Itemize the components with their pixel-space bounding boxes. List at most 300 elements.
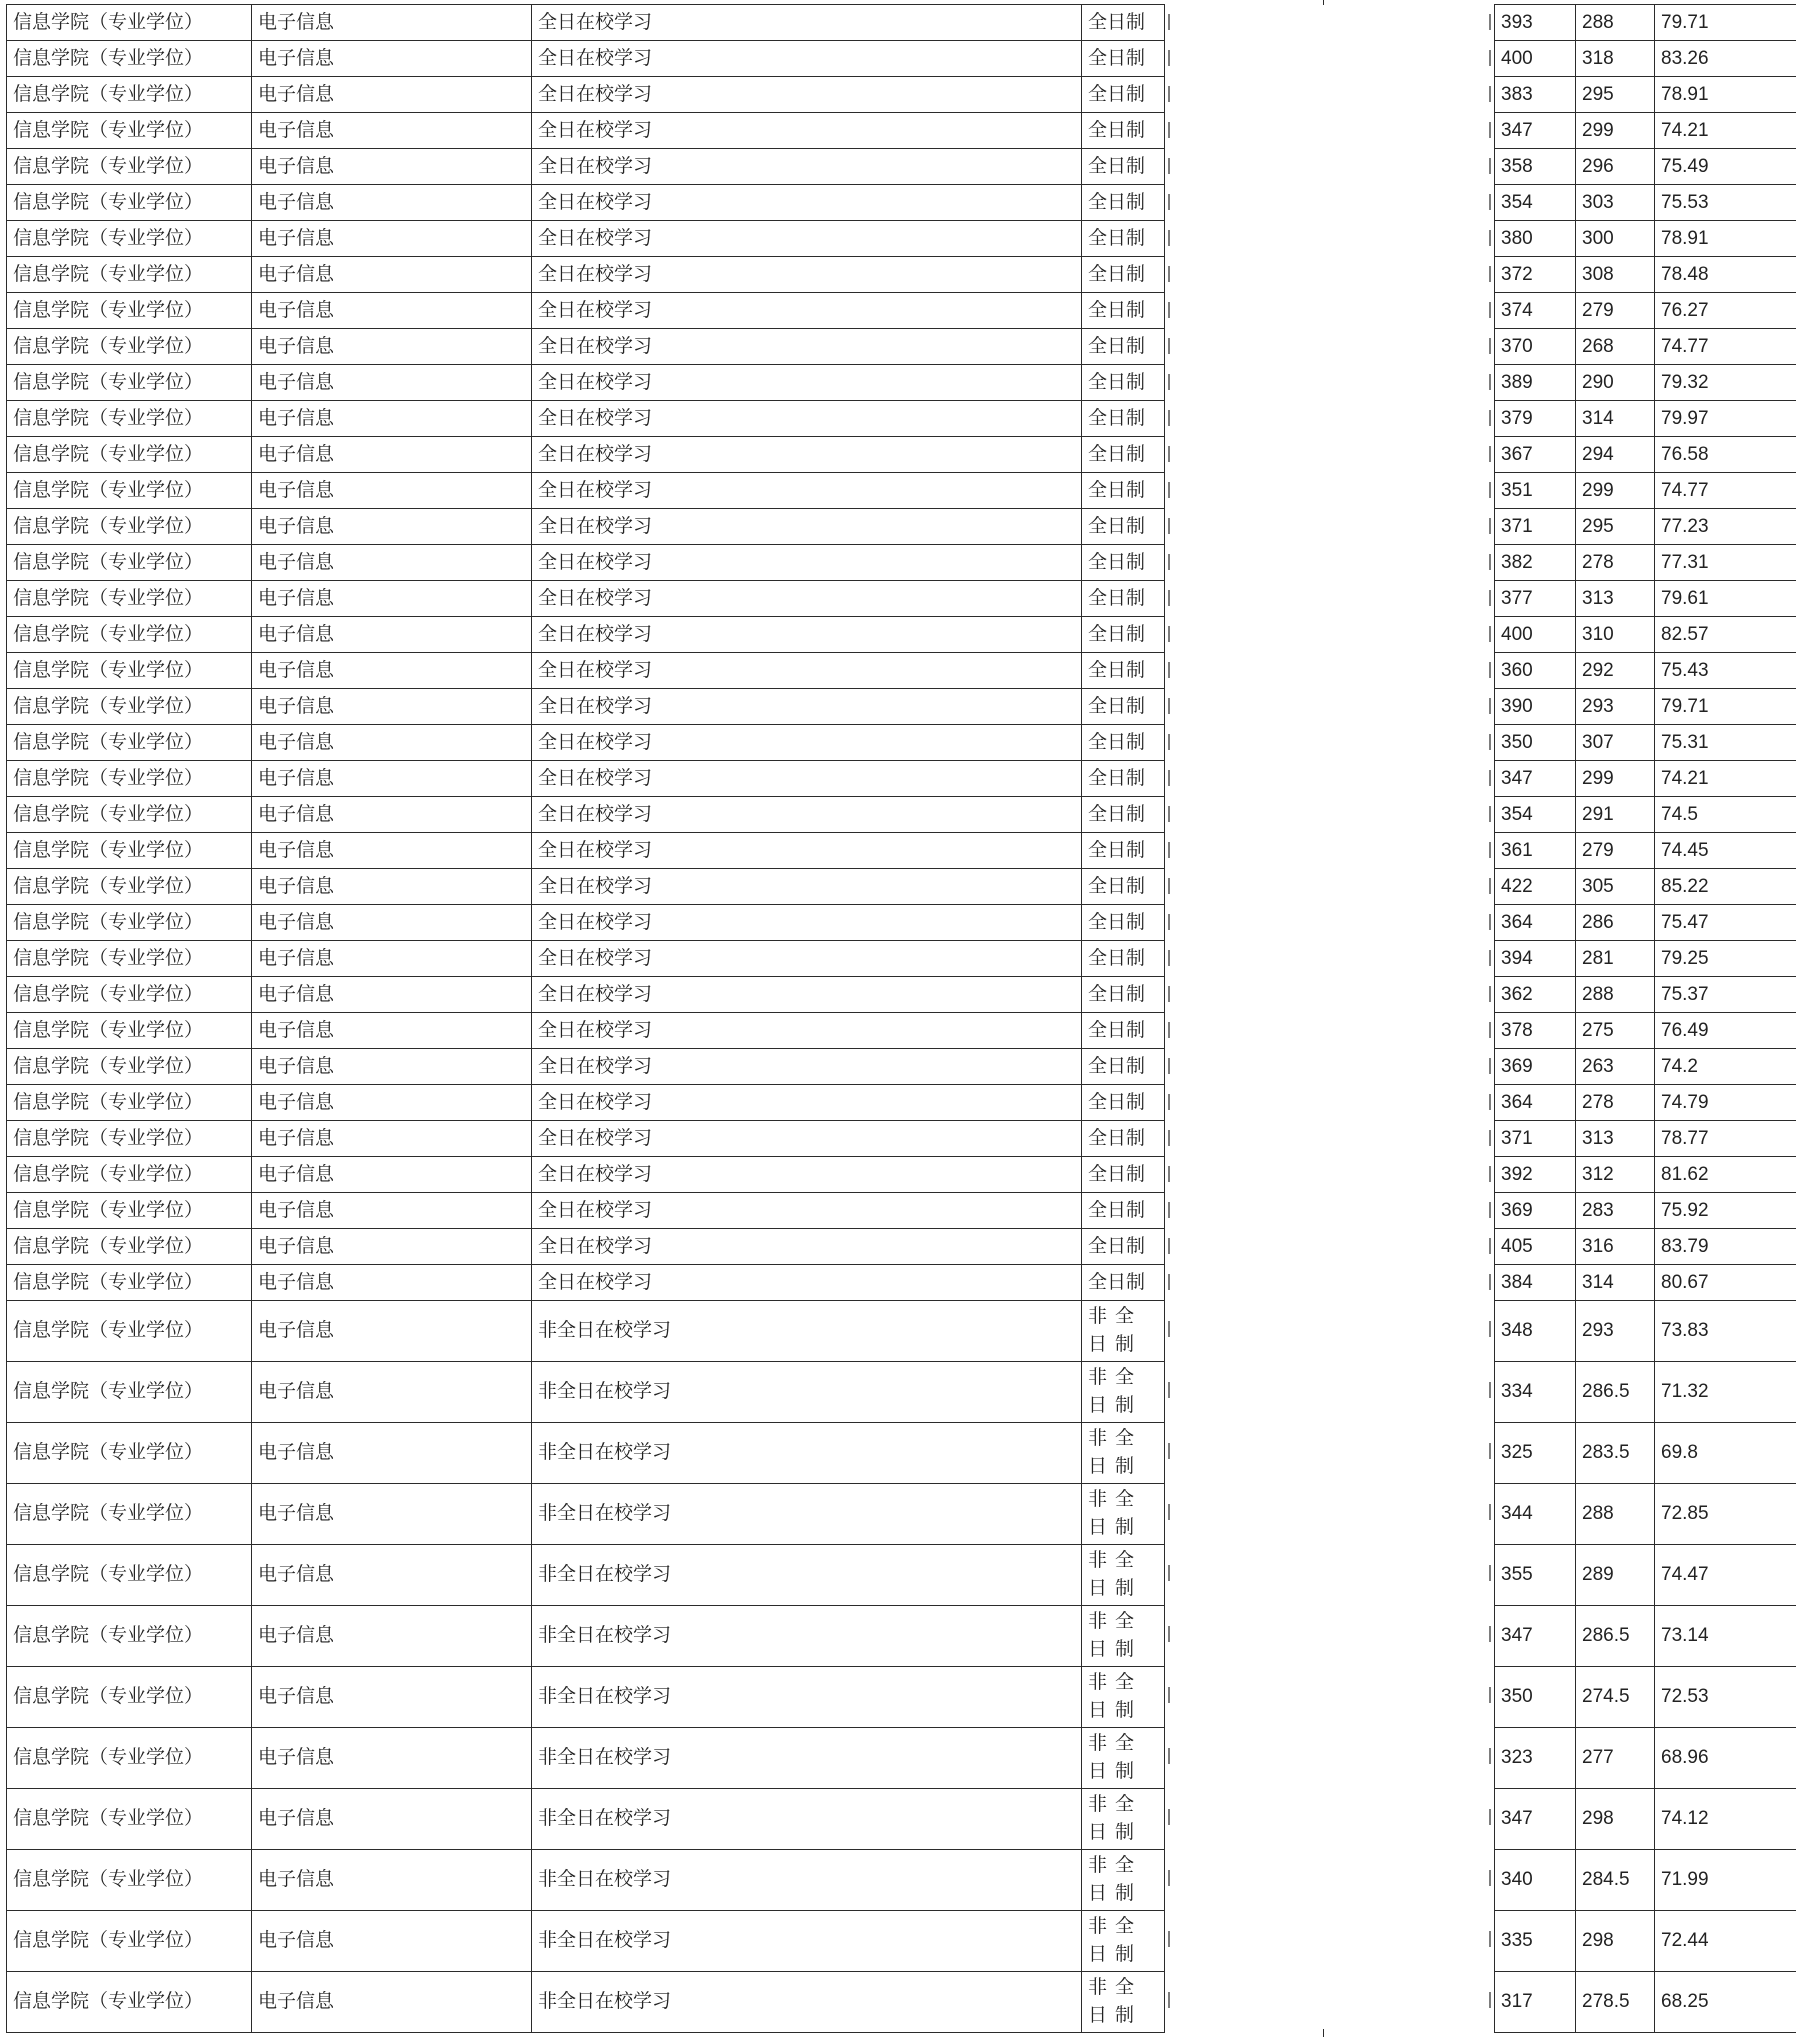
score-total-cell: 394: [1495, 941, 1576, 977]
study-type-cell: 全日在校学习: [532, 617, 1082, 653]
table-row: [7, 1728, 1796, 1789]
score-total-cell: 347: [1495, 1606, 1576, 1667]
study-mode-cell: 全日制: [1082, 905, 1165, 941]
score-total-cell: 372: [1495, 257, 1576, 293]
redaction-edge: [1168, 662, 1170, 678]
redacted-cell: [1165, 365, 1495, 401]
score-total-cell: 393: [1495, 5, 1576, 41]
score-total-cell: 380: [1495, 221, 1576, 257]
study-mode-cell: 全日制: [1082, 581, 1165, 617]
score-cell: 295: [1576, 77, 1655, 113]
college-cell: 信息学院（专业学位）: [7, 725, 252, 761]
redaction-edge: [1168, 1274, 1170, 1290]
redaction-edge: [1489, 698, 1491, 714]
major-cell: 电子信息: [252, 761, 532, 797]
table-row: [7, 905, 1796, 941]
study-mode-cell: 非全日制: [1082, 1362, 1165, 1423]
study-mode-cell: 全日制: [1082, 833, 1165, 869]
score-total-cell: 389: [1495, 365, 1576, 401]
table-row: [7, 329, 1796, 365]
score-total-cell: 347: [1495, 1789, 1576, 1850]
table-row: [7, 797, 1796, 833]
college-cell: 信息学院（专业学位）: [7, 1013, 252, 1049]
study-type-cell: 全日在校学习: [532, 725, 1082, 761]
final-score-cell: 78.48: [1655, 257, 1796, 293]
study-type-cell: 全日在校学习: [532, 1013, 1082, 1049]
study-type-cell: 全日在校学习: [532, 365, 1082, 401]
table-row: [7, 761, 1796, 797]
major-cell: 电子信息: [252, 1484, 532, 1545]
study-type-cell: 全日在校学习: [532, 833, 1082, 869]
college-cell: 信息学院（专业学位）: [7, 41, 252, 77]
redaction-edge: [1168, 842, 1170, 858]
study-mode-cell: 全日制: [1082, 977, 1165, 1013]
study-type-cell: 全日在校学习: [532, 941, 1082, 977]
study-mode-cell: 全日制: [1082, 509, 1165, 545]
final-score-cell: 76.27: [1655, 293, 1796, 329]
study-mode-cell: 全日制: [1082, 545, 1165, 581]
redaction-edge: [1168, 50, 1170, 66]
score-total-cell: 317: [1495, 1972, 1576, 2033]
study-mode-cell: 全日制: [1082, 401, 1165, 437]
college-cell: 信息学院（专业学位）: [7, 401, 252, 437]
table-row: [7, 617, 1796, 653]
study-mode-cell: 全日制: [1082, 617, 1165, 653]
study-mode-cell: 全日制: [1082, 1265, 1165, 1301]
score-cell: 288: [1576, 977, 1655, 1013]
redacted-cell: [1165, 1049, 1495, 1085]
score-cell: 288: [1576, 1484, 1655, 1545]
college-cell: 信息学院（专业学位）: [7, 545, 252, 581]
redaction-edge: [1489, 950, 1491, 966]
score-cell: 278: [1576, 1085, 1655, 1121]
study-mode-cell: 非全日制: [1082, 1606, 1165, 1667]
study-mode-cell: 全日制: [1082, 1157, 1165, 1193]
redaction-edge: [1489, 338, 1491, 354]
study-mode-cell: 全日制: [1082, 77, 1165, 113]
major-cell: 电子信息: [252, 257, 532, 293]
redacted-cell: [1165, 221, 1495, 257]
score-total-cell: 325: [1495, 1423, 1576, 1484]
redaction-edge: [1489, 770, 1491, 786]
redaction-edge: [1168, 194, 1170, 210]
redaction-edge: [1489, 1382, 1491, 1398]
score-total-cell: 344: [1495, 1484, 1576, 1545]
score-cell: 279: [1576, 833, 1655, 869]
major-cell: 电子信息: [252, 617, 532, 653]
redaction-edge: [1489, 446, 1491, 462]
redacted-cell: [1165, 329, 1495, 365]
redacted-cell: [1165, 1423, 1495, 1484]
redaction-edge: [1168, 1022, 1170, 1038]
major-cell: 电子信息: [252, 437, 532, 473]
study-mode-cell: 全日制: [1082, 653, 1165, 689]
redacted-cell: [1165, 797, 1495, 833]
redaction-edge: [1489, 734, 1491, 750]
redaction-edge: [1168, 158, 1170, 174]
college-cell: 信息学院（专业学位）: [7, 1850, 252, 1911]
final-score-cell: 74.12: [1655, 1789, 1796, 1850]
study-mode-cell: 全日制: [1082, 1013, 1165, 1049]
score-cell: 298: [1576, 1911, 1655, 1972]
major-cell: 电子信息: [252, 221, 532, 257]
major-cell: 电子信息: [252, 1157, 532, 1193]
major-cell: 电子信息: [252, 113, 532, 149]
final-score-cell: 75.37: [1655, 977, 1796, 1013]
table-row: [7, 1085, 1796, 1121]
final-score-cell: 78.91: [1655, 221, 1796, 257]
redaction-edge: [1168, 1166, 1170, 1182]
study-mode-cell: 非全日制: [1082, 1789, 1165, 1850]
redaction-edge: [1489, 482, 1491, 498]
score-total-cell: 392: [1495, 1157, 1576, 1193]
redaction-edge: [1168, 122, 1170, 138]
redaction-edge: [1489, 1687, 1491, 1703]
table-row: [7, 1013, 1796, 1049]
redacted-cell: [1165, 1362, 1495, 1423]
major-cell: 电子信息: [252, 1728, 532, 1789]
major-cell: 电子信息: [252, 1850, 532, 1911]
final-score-cell: 73.14: [1655, 1606, 1796, 1667]
score-total-cell: 377: [1495, 581, 1576, 617]
study-mode-cell: 全日制: [1082, 41, 1165, 77]
table-row: [7, 1423, 1796, 1484]
college-cell: 信息学院（专业学位）: [7, 1265, 252, 1301]
redacted-cell: [1165, 905, 1495, 941]
redaction-edge: [1168, 1809, 1170, 1825]
redaction-edge: [1489, 1094, 1491, 1110]
major-cell: 电子信息: [252, 1193, 532, 1229]
redaction-edge: [1489, 1443, 1491, 1459]
study-type-cell: 全日在校学习: [532, 1193, 1082, 1229]
score-total-cell: 374: [1495, 293, 1576, 329]
redacted-cell: [1165, 977, 1495, 1013]
final-score-cell: 74.5: [1655, 797, 1796, 833]
score-total-cell: 361: [1495, 833, 1576, 869]
score-total-cell: 323: [1495, 1728, 1576, 1789]
redacted-cell: [1165, 257, 1495, 293]
college-cell: 信息学院（专业学位）: [7, 149, 252, 185]
major-cell: 电子信息: [252, 5, 532, 41]
score-cell: 314: [1576, 1265, 1655, 1301]
score-cell: 299: [1576, 761, 1655, 797]
table-row: [7, 869, 1796, 905]
college-cell: 信息学院（专业学位）: [7, 509, 252, 545]
table-row: [7, 365, 1796, 401]
study-mode-cell: 全日制: [1082, 113, 1165, 149]
redaction-edge: [1168, 1443, 1170, 1459]
study-type-cell: 全日在校学习: [532, 509, 1082, 545]
redacted-cell: [1165, 509, 1495, 545]
major-cell: 电子信息: [252, 473, 532, 509]
score-total-cell: 383: [1495, 77, 1576, 113]
college-cell: 信息学院（专业学位）: [7, 1911, 252, 1972]
redaction-edge: [1168, 1687, 1170, 1703]
college-cell: 信息学院（专业学位）: [7, 1972, 252, 2033]
study-type-cell: 全日在校学习: [532, 437, 1082, 473]
redacted-cell: [1165, 1789, 1495, 1850]
study-type-cell: 全日在校学习: [532, 401, 1082, 437]
score-cell: 286.5: [1576, 1362, 1655, 1423]
college-cell: 信息学院（专业学位）: [7, 1049, 252, 1085]
college-cell: 信息学院（专业学位）: [7, 653, 252, 689]
major-cell: 电子信息: [252, 1545, 532, 1606]
redacted-cell: [1165, 1013, 1495, 1049]
score-total-cell: 347: [1495, 113, 1576, 149]
table-row: [7, 1362, 1796, 1423]
redaction-edge: [1489, 302, 1491, 318]
score-cell: 290: [1576, 365, 1655, 401]
college-cell: 信息学院（专业学位）: [7, 581, 252, 617]
redacted-cell: [1165, 725, 1495, 761]
table-row: [7, 5, 1796, 41]
table-row: [7, 1850, 1796, 1911]
redacted-cell: [1165, 1157, 1495, 1193]
study-type-cell: 全日在校学习: [532, 113, 1082, 149]
score-total-cell: 384: [1495, 1265, 1576, 1301]
redaction-edge: [1168, 1238, 1170, 1254]
major-cell: 电子信息: [252, 77, 532, 113]
redaction-edge: [1168, 1870, 1170, 1886]
redaction-edge: [1489, 1321, 1491, 1337]
final-score-cell: 77.23: [1655, 509, 1796, 545]
redaction-edge: [1168, 950, 1170, 966]
score-cell: 314: [1576, 401, 1655, 437]
major-cell: 电子信息: [252, 581, 532, 617]
redaction-edge: [1168, 626, 1170, 642]
major-cell: 电子信息: [252, 329, 532, 365]
college-cell: 信息学院（专业学位）: [7, 221, 252, 257]
major-cell: 电子信息: [252, 41, 532, 77]
score-cell: 263: [1576, 1049, 1655, 1085]
redaction-edge: [1489, 374, 1491, 390]
table-row: [7, 1121, 1796, 1157]
redaction-edge: [1489, 914, 1491, 930]
study-type-cell: 非全日在校学习: [532, 1667, 1082, 1728]
redacted-cell: [1165, 77, 1495, 113]
college-cell: 信息学院（专业学位）: [7, 1545, 252, 1606]
score-total-cell: 348: [1495, 1301, 1576, 1362]
study-type-cell: 全日在校学习: [532, 1265, 1082, 1301]
redaction-edge: [1168, 374, 1170, 390]
redaction-edge: [1489, 1274, 1491, 1290]
study-type-cell: 全日在校学习: [532, 1121, 1082, 1157]
score-cell: 294: [1576, 437, 1655, 473]
major-cell: 电子信息: [252, 149, 532, 185]
study-mode-cell: 全日制: [1082, 1085, 1165, 1121]
study-mode-cell: 全日制: [1082, 257, 1165, 293]
final-score-cell: 72.53: [1655, 1667, 1796, 1728]
score-cell: 305: [1576, 869, 1655, 905]
final-score-cell: 74.2: [1655, 1049, 1796, 1085]
study-type-cell: 非全日在校学习: [532, 1423, 1082, 1484]
redaction-edge: [1489, 50, 1491, 66]
redaction-edge: [1489, 986, 1491, 1002]
score-cell: 312: [1576, 1157, 1655, 1193]
score-total-cell: 371: [1495, 509, 1576, 545]
college-cell: 信息学院（专业学位）: [7, 1728, 252, 1789]
redaction-edge: [1168, 266, 1170, 282]
study-mode-cell: 全日制: [1082, 5, 1165, 41]
final-score-cell: 74.21: [1655, 113, 1796, 149]
table-row: [7, 1049, 1796, 1085]
final-score-cell: 79.25: [1655, 941, 1796, 977]
major-cell: 电子信息: [252, 869, 532, 905]
redaction-edge: [1489, 1238, 1491, 1254]
score-cell: 286: [1576, 905, 1655, 941]
redaction-edge: [1168, 338, 1170, 354]
college-cell: 信息学院（专业学位）: [7, 1789, 252, 1850]
redaction-edge: [1168, 590, 1170, 606]
college-cell: 信息学院（专业学位）: [7, 1229, 252, 1265]
redacted-cell: [1165, 761, 1495, 797]
redacted-cell: [1165, 617, 1495, 653]
score-cell: 293: [1576, 1301, 1655, 1362]
study-type-cell: 全日在校学习: [532, 329, 1082, 365]
redacted-cell: [1165, 1085, 1495, 1121]
table-row: [7, 1789, 1796, 1850]
table-row: [7, 941, 1796, 977]
study-mode-cell: 全日制: [1082, 185, 1165, 221]
score-cell: 277: [1576, 1728, 1655, 1789]
redaction-edge: [1489, 1992, 1491, 2008]
college-cell: 信息学院（专业学位）: [7, 1484, 252, 1545]
table-row: [7, 149, 1796, 185]
redaction-edge: [1168, 1321, 1170, 1337]
study-type-cell: 全日在校学习: [532, 473, 1082, 509]
redaction-edge: [1168, 986, 1170, 1002]
final-score-cell: 81.62: [1655, 1157, 1796, 1193]
major-cell: 电子信息: [252, 1301, 532, 1362]
table-row: [7, 1667, 1796, 1728]
redaction-edge: [1489, 878, 1491, 894]
score-total-cell: 369: [1495, 1193, 1576, 1229]
redaction-edge: [1489, 1058, 1491, 1074]
score-total-cell: 369: [1495, 1049, 1576, 1085]
redaction-edge: [1489, 410, 1491, 426]
college-cell: 信息学院（专业学位）: [7, 797, 252, 833]
table-row: [7, 1911, 1796, 1972]
study-type-cell: 全日在校学习: [532, 581, 1082, 617]
table-row: [7, 689, 1796, 725]
score-total-cell: 351: [1495, 473, 1576, 509]
major-cell: 电子信息: [252, 1049, 532, 1085]
study-mode-cell: 非全日制: [1082, 1484, 1165, 1545]
score-cell: 291: [1576, 797, 1655, 833]
redacted-cell: [1165, 473, 1495, 509]
study-type-cell: 非全日在校学习: [532, 1545, 1082, 1606]
redacted-cell: [1165, 1728, 1495, 1789]
redacted-cell: [1165, 1121, 1495, 1157]
final-score-cell: 72.44: [1655, 1911, 1796, 1972]
score-cell: 268: [1576, 329, 1655, 365]
redaction-edge: [1168, 1504, 1170, 1520]
final-score-cell: 78.91: [1655, 77, 1796, 113]
score-cell: 298: [1576, 1789, 1655, 1850]
score-cell: 295: [1576, 509, 1655, 545]
study-mode-cell: 全日制: [1082, 365, 1165, 401]
final-score-cell: 75.47: [1655, 905, 1796, 941]
redaction-edge: [1168, 446, 1170, 462]
score-total-cell: 390: [1495, 689, 1576, 725]
final-score-cell: 74.21: [1655, 761, 1796, 797]
college-cell: 信息学院（专业学位）: [7, 365, 252, 401]
study-type-cell: 全日在校学习: [532, 905, 1082, 941]
score-cell: 313: [1576, 1121, 1655, 1157]
college-cell: 信息学院（专业学位）: [7, 761, 252, 797]
redacted-cell: [1165, 401, 1495, 437]
redaction-edge: [1168, 878, 1170, 894]
redaction-edge: [1489, 1202, 1491, 1218]
score-cell: 296: [1576, 149, 1655, 185]
study-type-cell: 全日在校学习: [532, 41, 1082, 77]
redacted-cell: [1165, 1484, 1495, 1545]
study-mode-cell: 全日制: [1082, 473, 1165, 509]
redacted-cell: [1165, 869, 1495, 905]
study-type-cell: 全日在校学习: [532, 77, 1082, 113]
redaction-edge: [1168, 770, 1170, 786]
final-score-cell: 74.79: [1655, 1085, 1796, 1121]
study-type-cell: 全日在校学习: [532, 221, 1082, 257]
college-cell: 信息学院（专业学位）: [7, 329, 252, 365]
score-total-cell: 362: [1495, 977, 1576, 1013]
study-mode-cell: 非全日制: [1082, 1911, 1165, 1972]
study-type-cell: 全日在校学习: [532, 797, 1082, 833]
final-score-cell: 68.25: [1655, 1972, 1796, 2033]
redaction-edge: [1489, 86, 1491, 102]
score-cell: 279: [1576, 293, 1655, 329]
college-cell: 信息学院（专业学位）: [7, 1085, 252, 1121]
major-cell: 电子信息: [252, 1013, 532, 1049]
major-cell: 电子信息: [252, 545, 532, 581]
final-score-cell: 79.97: [1655, 401, 1796, 437]
score-cell: 286.5: [1576, 1606, 1655, 1667]
table-row: [7, 221, 1796, 257]
study-type-cell: 非全日在校学习: [532, 1484, 1082, 1545]
score-total-cell: 379: [1495, 401, 1576, 437]
final-score-cell: 69.8: [1655, 1423, 1796, 1484]
major-cell: 电子信息: [252, 1265, 532, 1301]
major-cell: 电子信息: [252, 725, 532, 761]
redaction-edge: [1489, 1809, 1491, 1825]
college-cell: 信息学院（专业学位）: [7, 473, 252, 509]
table-row: [7, 509, 1796, 545]
final-score-cell: 75.49: [1655, 149, 1796, 185]
redaction-edge: [1168, 86, 1170, 102]
final-score-cell: 74.47: [1655, 1545, 1796, 1606]
redacted-cell: [1165, 941, 1495, 977]
score-cell: 299: [1576, 473, 1655, 509]
redaction-edge: [1489, 1565, 1491, 1581]
final-score-cell: 71.32: [1655, 1362, 1796, 1423]
major-cell: 电子信息: [252, 977, 532, 1013]
table-row: [7, 545, 1796, 581]
table-row: [7, 1265, 1796, 1301]
score-cell: 292: [1576, 653, 1655, 689]
redacted-cell: [1165, 1193, 1495, 1229]
major-cell: 电子信息: [252, 905, 532, 941]
redaction-edge: [1168, 734, 1170, 750]
college-cell: 信息学院（专业学位）: [7, 77, 252, 113]
study-type-cell: 全日在校学习: [532, 761, 1082, 797]
study-mode-cell: 全日制: [1082, 221, 1165, 257]
redacted-cell: [1165, 1850, 1495, 1911]
final-score-cell: 83.26: [1655, 41, 1796, 77]
table-row: [7, 1606, 1796, 1667]
table-row: [7, 185, 1796, 221]
score-total-cell: 382: [1495, 545, 1576, 581]
redaction-edge: [1489, 266, 1491, 282]
